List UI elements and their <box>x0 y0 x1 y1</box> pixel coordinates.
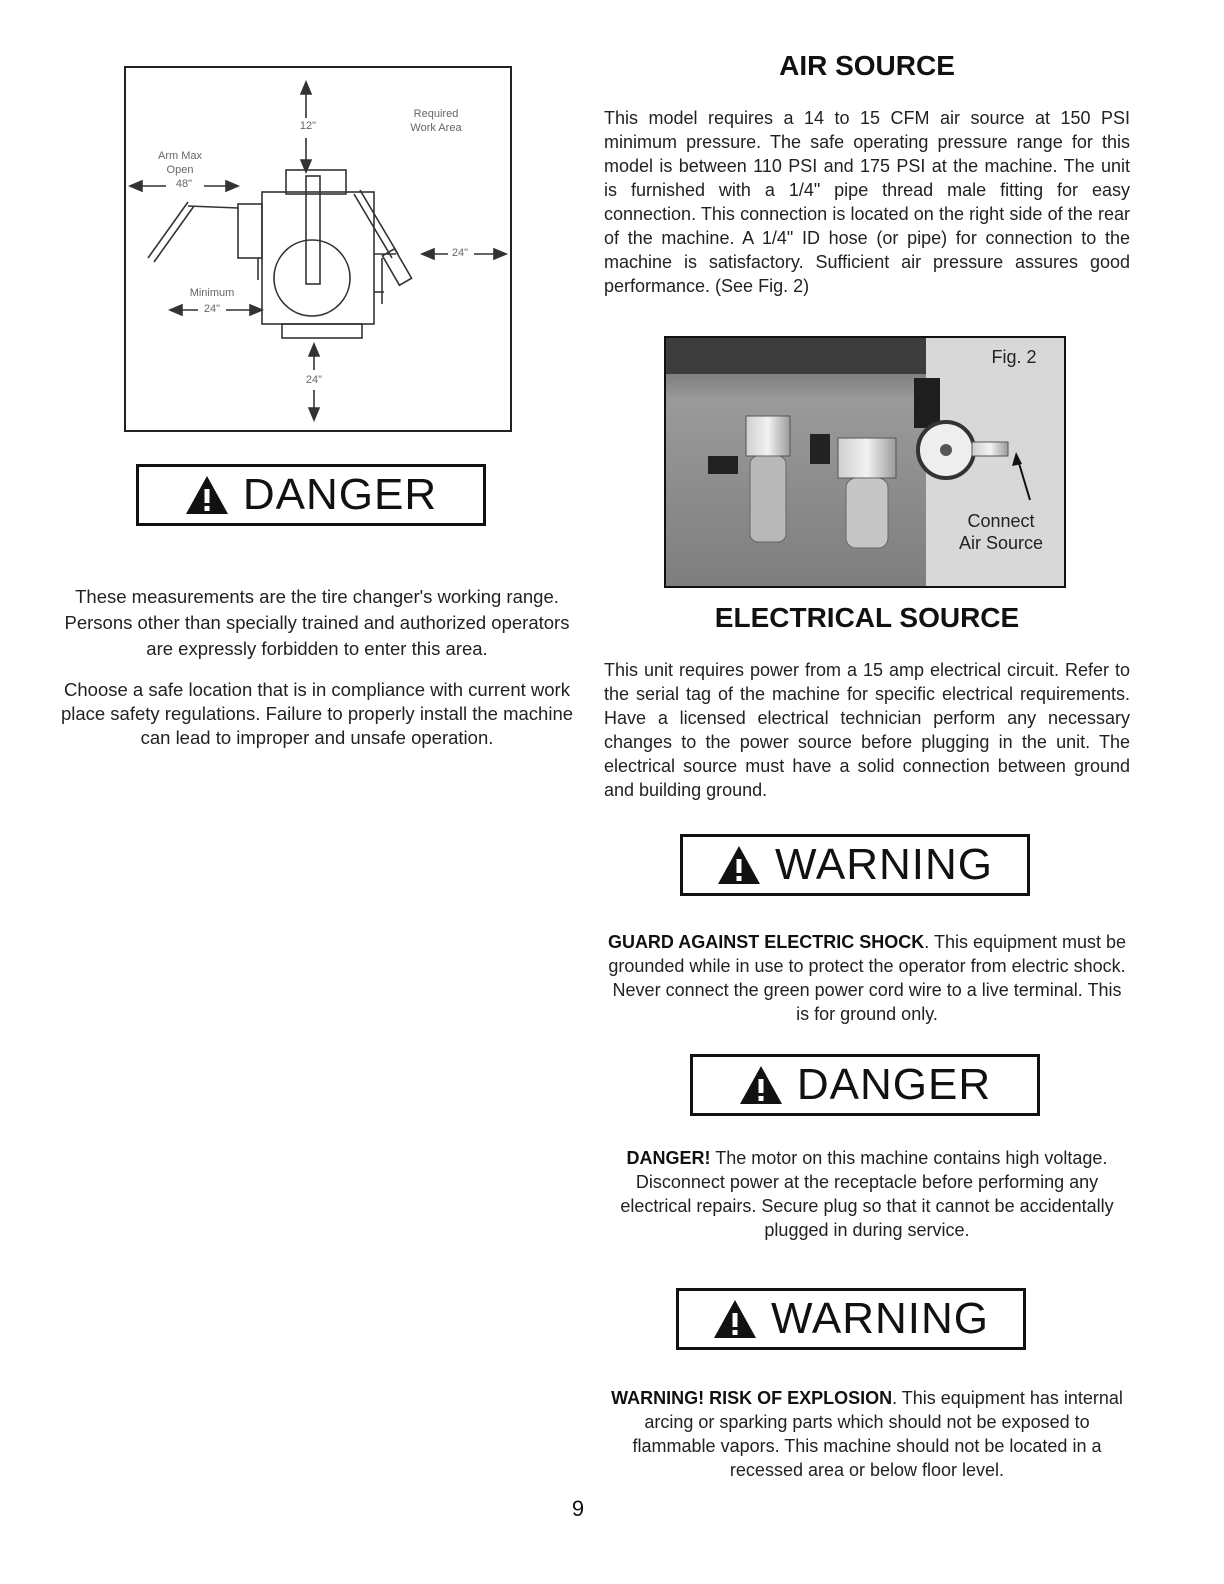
warning-triangle-icon <box>717 845 761 885</box>
working-range-paragraph: These measurements are the tire changer's working range. Persons other than specially trained and authorized operators are expressly forbidden to enter this area. <box>64 586 570 659</box>
electrical-source-heading: ELECTRICAL SOURCE <box>714 602 1020 633</box>
electric-shock-notice <box>604 930 1130 1026</box>
danger-word: DANGER <box>796 1060 992 1109</box>
danger-sign-left <box>136 464 486 526</box>
high-voltage-title: DANGER! <box>626 1148 711 1168</box>
warning-sign-2 <box>676 1288 1026 1350</box>
warning-sign-1 <box>680 834 1030 896</box>
work-area-diagram <box>124 66 512 432</box>
diagram-label-arm-max: Arm Max <box>158 150 202 162</box>
danger-sign-right <box>690 1054 1040 1116</box>
diagram-label-open: Open <box>166 164 194 176</box>
diagram-label-minimum: Minimum <box>189 287 235 299</box>
explosion-text: . This equipment has internal arcing or sparking parts which should not be exposed to flammable vapors. This machine should not be located in a recessed area or below floor level. <box>632 1388 1123 1480</box>
diagram-label-24-bottom: 24" <box>305 374 323 386</box>
air-source-body: This model requires a 14 to 15 CFM air source at 150 PSI minimum pressure. The safe operating pressure range for this model is between 110 PSI and 175 PSI at the machine. The unit is furnished with a 1/4" pipe thread male fitting for easy connection. This connection is located on the right side of the rear of the machine. A 1/4" ID hose (or pipe) for connection to the machine is satisfactory. Sufficient air pressure assures good performance. (See Fig. 2) <box>604 108 1130 296</box>
warning-triangle-icon <box>713 1299 757 1339</box>
connect-label: Connect <box>967 511 1035 531</box>
page-number: 9 <box>571 1496 585 1521</box>
air-source-label: Air Source <box>958 533 1044 553</box>
diagram-label-12: 12" <box>299 120 317 132</box>
explosion-notice <box>604 1386 1130 1482</box>
warning-triangle-icon <box>185 475 229 515</box>
danger-word: DANGER <box>242 470 438 519</box>
electrical-source-body: This unit requires power from a 15 amp electrical circuit. Refer to the serial tag of the machine for specific electrical requirements. Have a licensed electrical technician perform any necessary changes to the power source before plugging in the unit. The electrical source must have a solid connection between ground and building ground. <box>604 660 1130 800</box>
diagram-label-required: Required <box>413 108 459 120</box>
high-voltage-text: The motor on this machine contains high voltage. Disconnect power at the receptacle before performing any electrical repairs. Secure plug so that it cannot be accidentally plugged in during service. <box>620 1148 1114 1240</box>
explosion-title: WARNING! RISK OF EXPLOSION <box>611 1388 893 1408</box>
figure-2-label: Fig. 2 <box>991 347 1037 367</box>
diagram-label-work-area: Work Area <box>410 122 462 134</box>
high-voltage-notice <box>604 1146 1130 1242</box>
diagram-label-24-right: 24" <box>451 247 469 259</box>
air-source-heading: AIR SOURCE <box>779 50 955 81</box>
warning-word: WARNING <box>770 1294 990 1343</box>
diagram-label-48: 48" <box>175 178 193 190</box>
electric-shock-title: GUARD AGAINST ELECTRIC SHOCK <box>607 932 925 952</box>
safe-location-paragraph: Choose a safe location that is in compliance with current work place safety regulations. Failure to properly install the machine can lead to improper and unsafe operation. <box>60 679 574 748</box>
warning-triangle-icon <box>739 1065 783 1105</box>
warning-word: WARNING <box>774 840 994 889</box>
electric-shock-text: . This equipment must be grounded while in use to protect the operator from electric shock. Never connect the green power cord wire to a live terminal. This is for ground only. <box>608 932 1127 1024</box>
figure-2-photo <box>664 336 1066 588</box>
diagram-label-24-left: 24" <box>203 303 221 315</box>
